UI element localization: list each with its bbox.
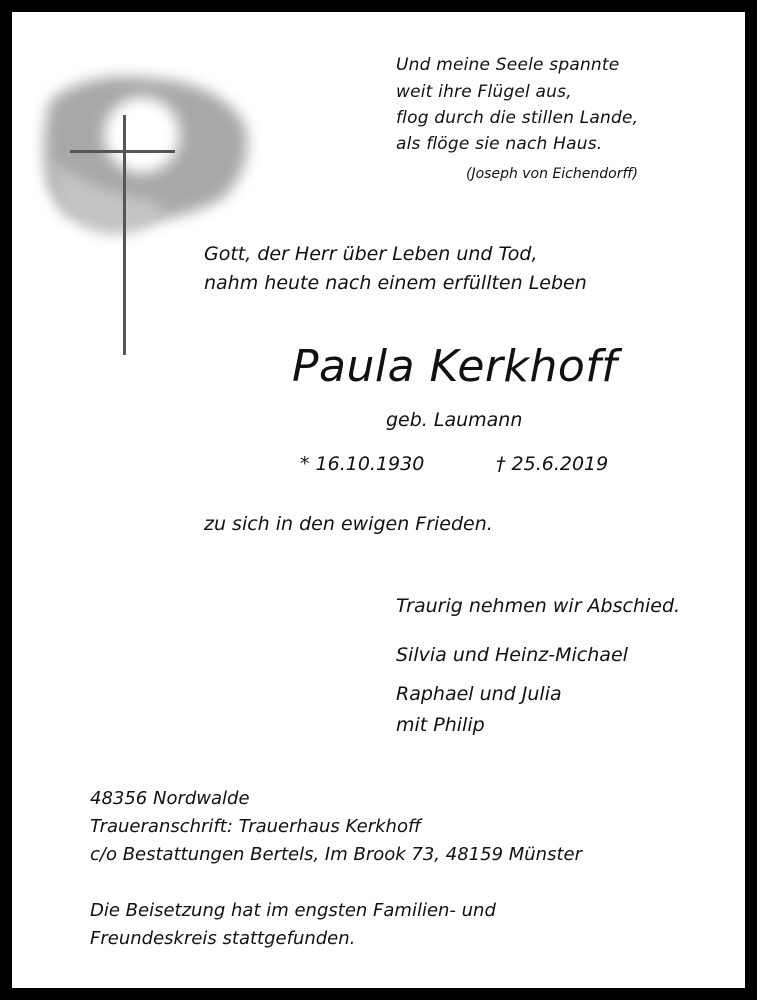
- address-line: Traueranschrift: Trauerhaus Kerkhoff: [90, 816, 421, 837]
- intro-line: nahm heute nach einem erfüllten Leben: [204, 272, 587, 294]
- deceased-name: Paula Kerkhoff: [292, 341, 618, 392]
- poem-line: als flöge sie nach Haus.: [396, 134, 603, 154]
- obituary-card: [12, 12, 745, 988]
- death-date: † 25.6.2019: [496, 453, 609, 475]
- notice-line: Die Beisetzung hat im engsten Familien- und: [90, 900, 496, 921]
- poem-line: weit ihre Flügel aus,: [396, 82, 572, 102]
- intro-line: Gott, der Herr über Leben und Tod,: [204, 243, 538, 265]
- poem-line: Und meine Seele spannte: [396, 55, 620, 75]
- notice-line: Freundeskreis stattgefunden.: [90, 928, 356, 949]
- poem-line: flog durch die stillen Lande,: [396, 108, 639, 128]
- cross-with-moon-icon: [30, 60, 260, 360]
- address-line: c/o Bestattungen Bertels, Im Brook 73, 48159 Münster: [90, 844, 582, 865]
- birth-name: geb. Laumann: [386, 409, 523, 431]
- birth-date: * 16.10.1930: [300, 453, 425, 475]
- mourners-line: Silvia und Heinz-Michael: [396, 644, 628, 666]
- address-line: 48356 Nordwalde: [90, 788, 250, 809]
- closing-line: zu sich in den ewigen Frieden.: [204, 513, 493, 535]
- moon: [104, 97, 180, 173]
- cross-horizontal: [70, 150, 175, 153]
- mourners-line: mit Philip: [396, 714, 485, 736]
- farewell-line: Traurig nehmen wir Abschied.: [396, 595, 681, 617]
- mourners-line: Raphael und Julia: [396, 683, 562, 705]
- poem-citation: (Joseph von Eichendorff): [466, 166, 639, 182]
